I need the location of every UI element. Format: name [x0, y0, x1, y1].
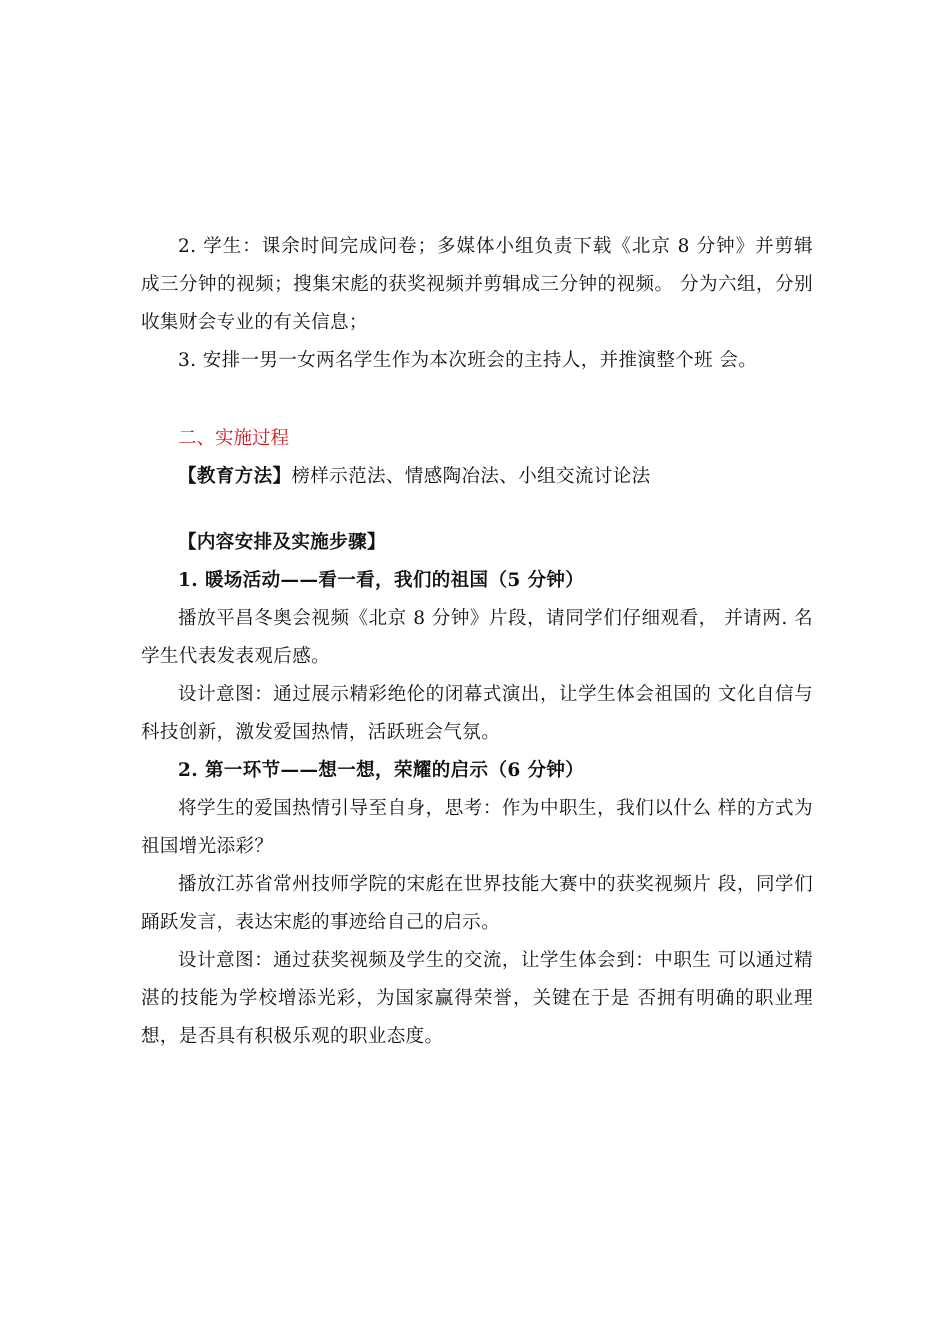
spacer	[141, 496, 813, 524]
prep-item-2: 2. 学生：课余时间完成问卷；多媒体小组负责下载《北京 8 分钟》并剪辑成三分钟的视频；搜集宋彪的获奖视频并剪辑成三分钟的视频。 分为六组，分别收集财会专业的有关信息；	[141, 236, 813, 333]
document-page	[141, 228, 813, 1056]
education-method-label: 【教育方法】	[178, 466, 292, 487]
step-1-description: 播放平昌冬奥会视频《北京 8 分钟》片段，请同学们仔细观看， 并请两. 名学生代表发表观后感。	[141, 608, 813, 667]
step-2-title: 2. 第一环节——想一想，荣耀的启示（6 分钟）	[178, 760, 585, 781]
prep-item-3: 3. 安排一男一女两名学生作为本次班会的主持人，并推演整个班 会。	[178, 350, 758, 371]
step-1-design-intent: 设计意图：通过展示精彩绝伦的闭幕式演出，让学生体会祖国的 文化自信与科技创新，激发爱国热情，活跃班会气氛。	[141, 684, 813, 743]
section-heading-implementation: 二、实施过程	[178, 428, 290, 449]
content-arrangement-label: 【内容安排及实施步骤】	[178, 532, 386, 553]
step-2-description-1: 将学生的爱国热情引导至自身，思考：作为中职生，我们以什么 样的方式为祖国增光添彩？	[141, 798, 813, 857]
step-1-title: 1. 暖场活动——看一看，我们的祖国（5 分钟）	[178, 570, 585, 591]
education-method-text: 榜样示范法、情感陶冶法、小组交流讨论法	[291, 466, 651, 487]
spacer	[141, 380, 813, 420]
step-2-description-2: 播放江苏省常州技师学院的宋彪在世界技能大赛中的获奖视频片 段，同学们踊跃发言，表达宋彪的事迹给自己的启示。	[141, 874, 813, 933]
education-method-line	[141, 458, 813, 496]
step-2-design-intent: 设计意图：通过获奖视频及学生的交流，让学生体会到：中职生 可以通过精湛的技能为学校增添光彩，为国家赢得荣誉，关键在于是 否拥有明确的职业理想，是否具有积极乐观的职业态度。	[141, 950, 813, 1047]
